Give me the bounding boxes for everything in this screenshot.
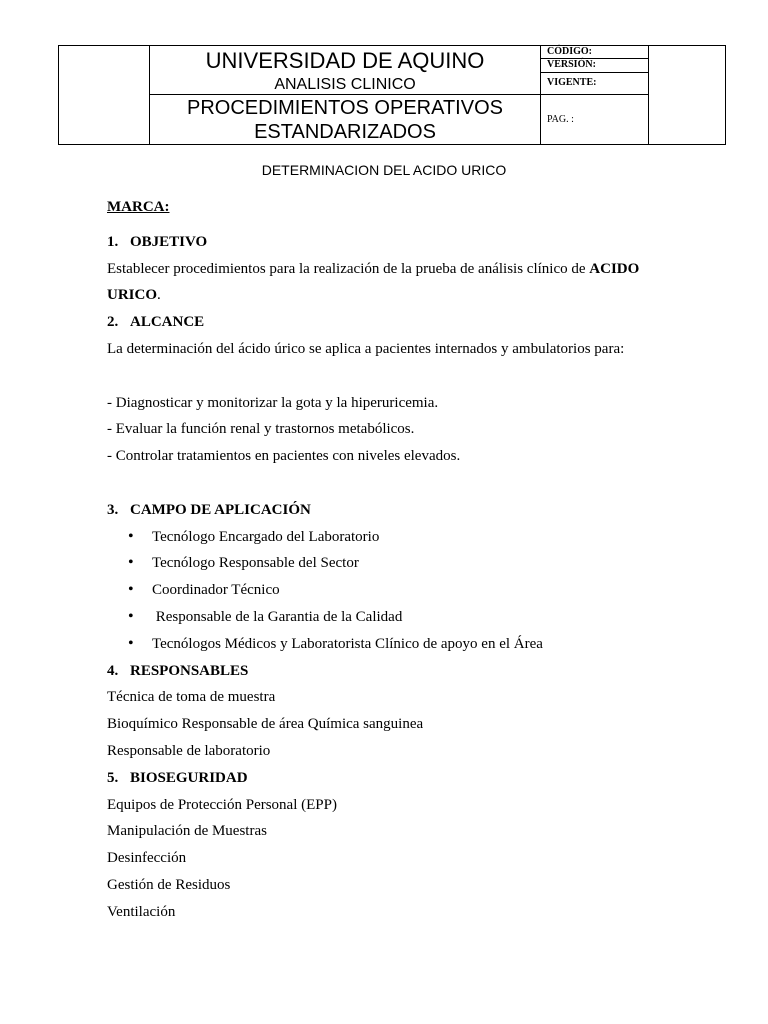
list-item: - Diagnosticar y monitorizar la gota y la hiperuricemia. bbox=[107, 394, 439, 411]
list-item: Equipos de Protección Personal (EPP) bbox=[107, 796, 337, 813]
campo-list bbox=[107, 524, 687, 658]
list-item: • Tecnólogos Médicos y Laboratorista Clínico de apoyo en el Área bbox=[107, 631, 687, 658]
list-item: - Evaluar la función renal y trastornos metabólicos. bbox=[107, 421, 415, 438]
university-name: UNIVERSIDAD DE AQUINO bbox=[205, 48, 485, 73]
list-item: - Controlar tratamientos en pacientes con niveles elevados. bbox=[107, 448, 461, 465]
section-heading-objetivo: 1. OBJETIVO bbox=[107, 233, 208, 250]
department-name: ANALISIS CLINICO bbox=[274, 76, 416, 93]
section-heading-responsables: 4. RESPONSABLES bbox=[107, 662, 249, 679]
list-item: • Coordinador Técnico bbox=[107, 577, 687, 604]
list-item: • Responsable de la Garantia de la Calidad bbox=[107, 604, 687, 631]
list-item: Manipulación de Muestras bbox=[107, 823, 267, 840]
logo-cell bbox=[59, 46, 150, 145]
list-item: Ventilación bbox=[107, 903, 176, 920]
version-label: VERSIÓN: bbox=[541, 59, 649, 72]
document-title: DETERMINACION DEL ACIDO URICO bbox=[261, 162, 507, 178]
list-item: Gestión de Residuos bbox=[107, 876, 231, 893]
list-item: Bioquímico Responsable de área Química sanguinea bbox=[107, 716, 424, 733]
valid-label: VIGENTE: bbox=[541, 72, 649, 94]
marca-label: MARCA: bbox=[107, 199, 170, 215]
page-label: PAG. : bbox=[541, 95, 649, 145]
document-body bbox=[107, 194, 687, 926]
list-item: Desinfección bbox=[107, 850, 187, 867]
revision-cell bbox=[649, 46, 726, 145]
code-label: CÓDIGO: bbox=[541, 46, 649, 59]
list-item: • Tecnólogo Responsable del Sector bbox=[107, 550, 687, 577]
section-heading-campo: 3. CAMPO DE APLICACIÓN bbox=[107, 501, 311, 518]
list-item: Responsable de laboratorio bbox=[107, 742, 271, 759]
document-header-table bbox=[58, 45, 726, 145]
alcance-intro: La determinación del ácido úrico se aplica a pacientes internados y ambulatorios para: bbox=[107, 340, 625, 357]
section-heading-bioseguridad: 5. BIOSEGURIDAD bbox=[107, 769, 248, 786]
procedures-title: PROCEDIMIENTOS OPERATIVOS ESTANDARIZADOS bbox=[150, 95, 541, 145]
list-item: • Tecnólogo Encargado del Laboratorio bbox=[107, 524, 687, 551]
list-item: Técnica de toma de muestra bbox=[107, 689, 276, 706]
objetivo-text: Establecer procedimientos para la realización de la prueba de análisis clínico de ACIDO URICO. bbox=[107, 260, 640, 304]
institution-cell bbox=[150, 46, 541, 95]
section-heading-alcance: 2. ALCANCE bbox=[107, 314, 205, 331]
